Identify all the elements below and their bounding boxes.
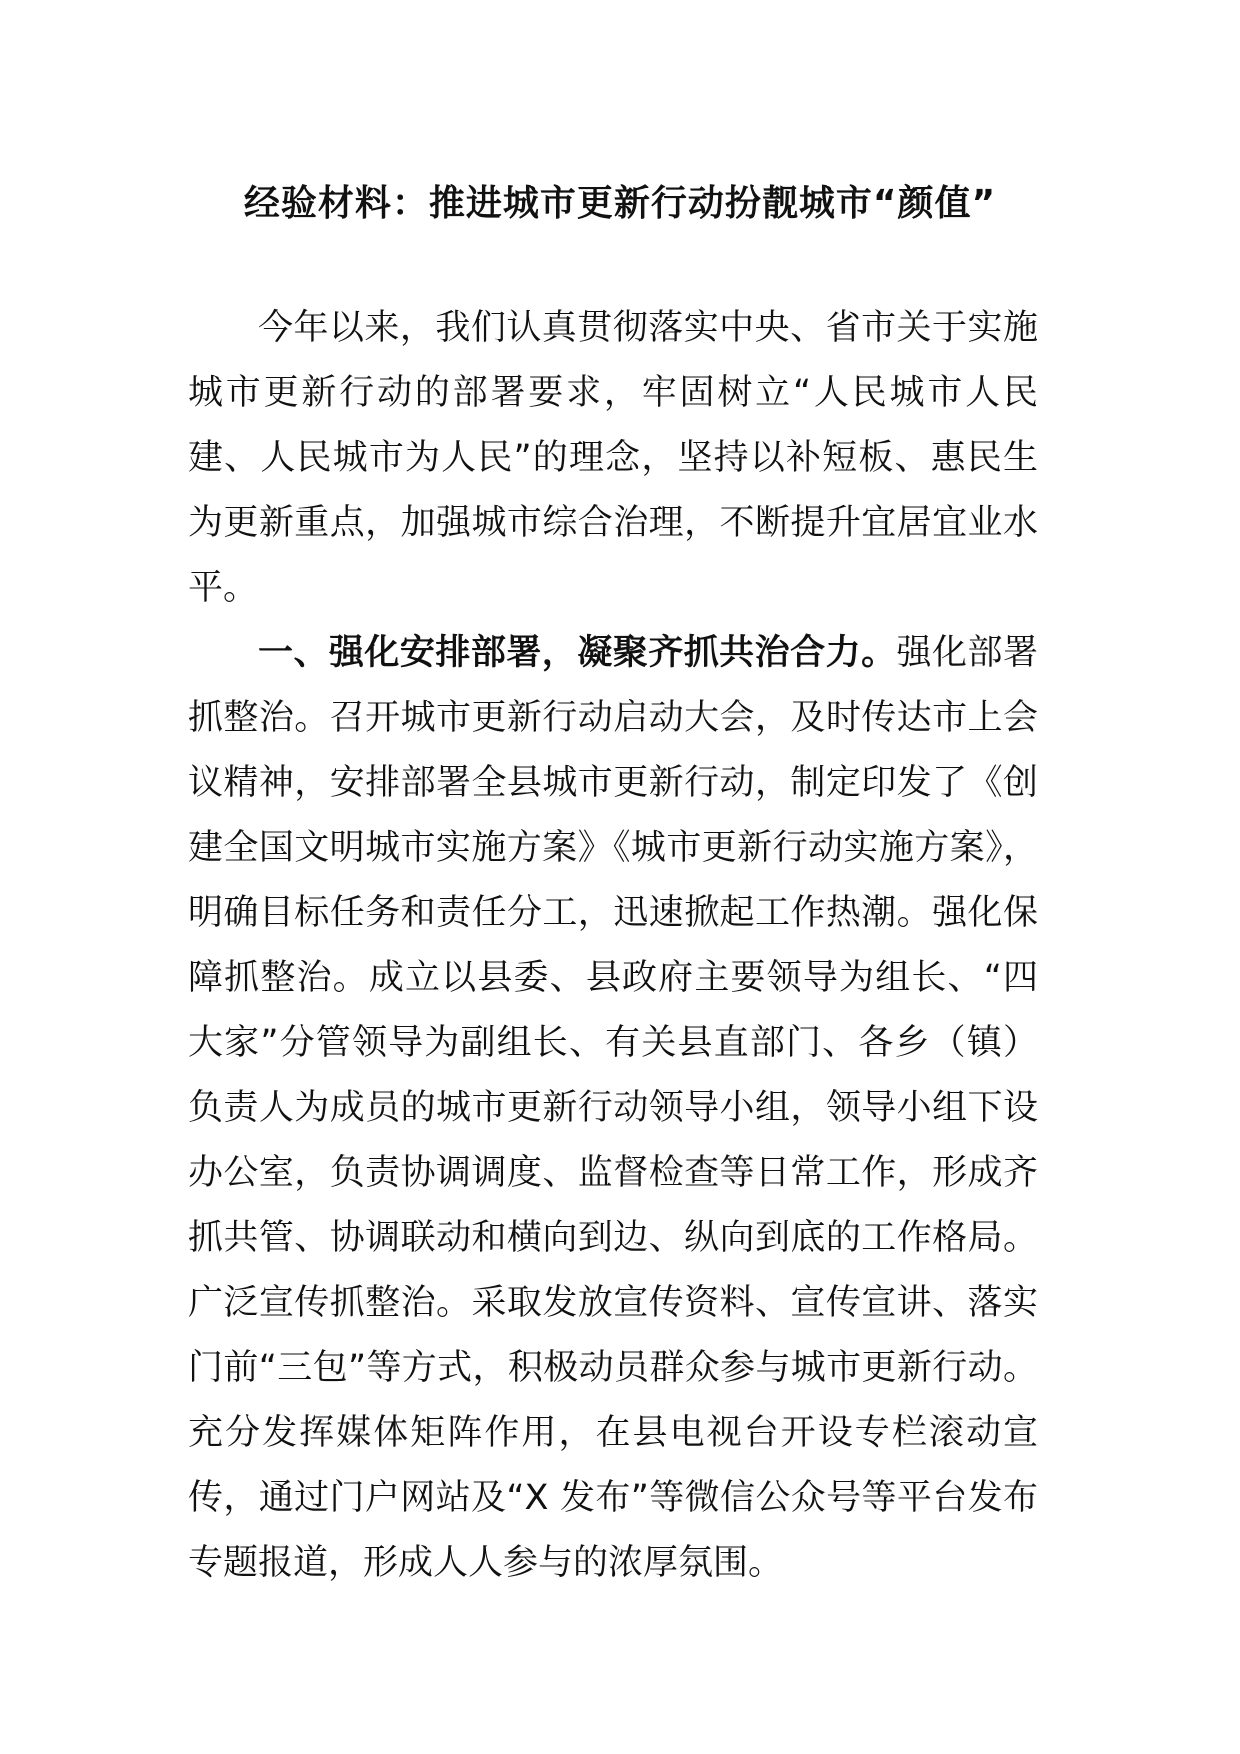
document-body: [188, 296, 1038, 1596]
section-one-heading: 一、强化安排部署，凝聚齐抓共治合力。: [258, 633, 897, 673]
section-one-text: 强化部署抓整治。召开城市更新行动启动大会，及时传达市上会议精神，安排部署全县城市更新行动，制定印发了《创建全国文明城市实施方案》《城市更新行动实施方案》，明确目标任务和责任分工，迅速掀起工作热潮。强化保障抓整治。成立以县委、县政府主要领导为组长、“四大家”分管领导为副组长、有关县直部门、各乡（镇）负责人为成员的城市更新行动领导小组，领导小组下设办公室，负责协调调度、监督检查等日常工作，形成齐抓共管、协调联动和横向到边、纵向到底的工作格局。广泛宣传抓整治。采取发放宣传资料、宣传宣讲、落实门前“三包”等方式，积极动员群众参与城市更新行动。充分发挥媒体矩阵作用，在县电视台开设专栏滚动宣传，通过门户网站及“X 发布”等微信公众号等平台发布专题报道，形成人人参与的浓厚氛围。: [188, 633, 1038, 1583]
section-one-paragraph: [188, 621, 1038, 1596]
intro-paragraph-text: 今年以来，我们认真贯彻落实中央、省市关于实施城市更新行动的部署要求，牢固树立“人民城市人民建、人民城市为人民”的理念，坚持以补短板、惠民生为更新重点，加强城市综合治理，不断提升宜居宜业水平。: [188, 308, 1038, 608]
document-title: 经验材料：推进城市更新行动扮靓城市“颜值”: [243, 183, 997, 224]
intro-paragraph: [188, 296, 1038, 621]
